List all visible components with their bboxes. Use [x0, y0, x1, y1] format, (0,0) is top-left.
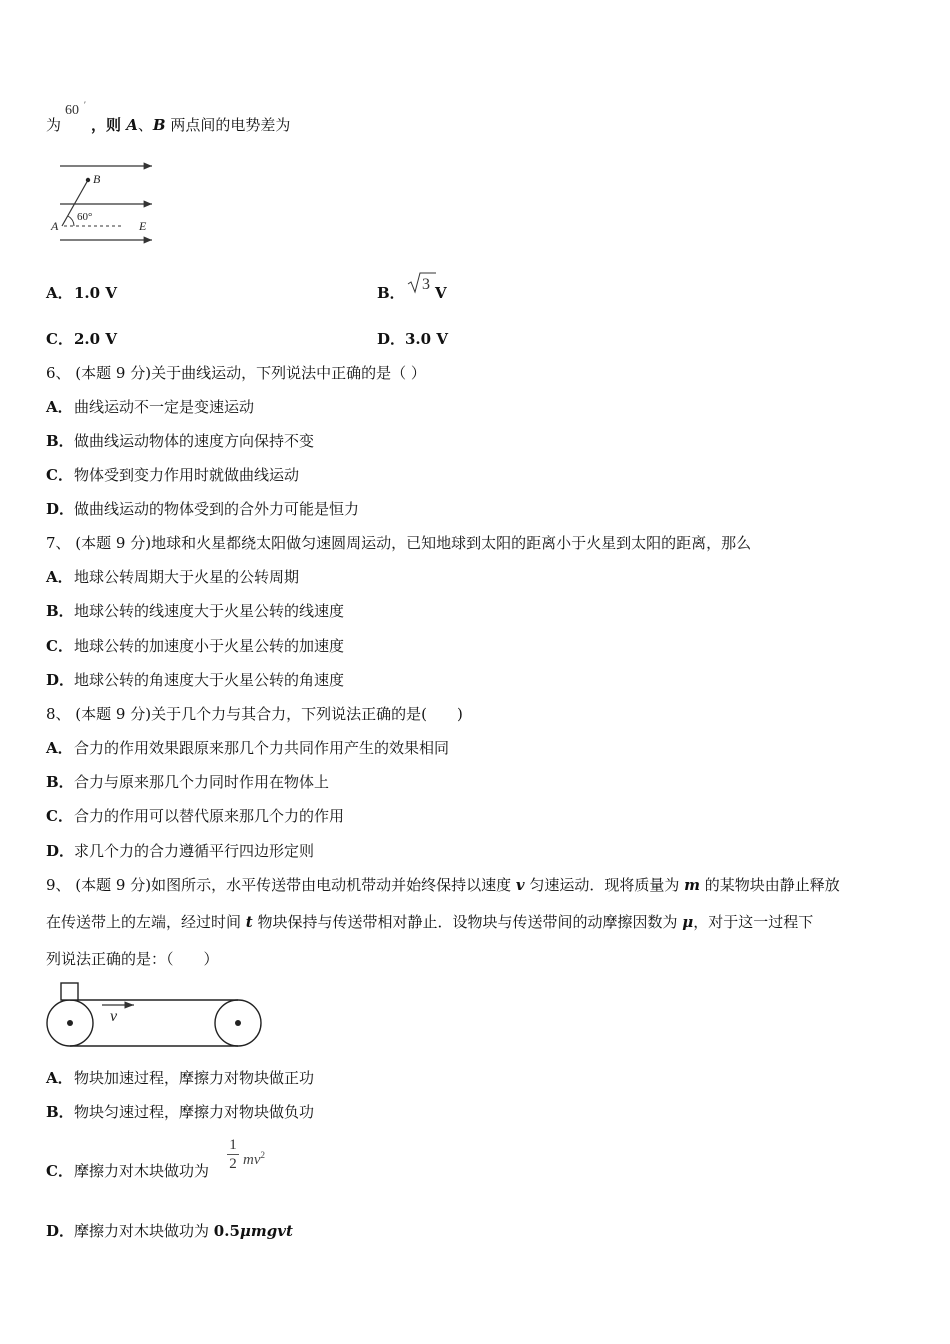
velocity-label: v [110, 1008, 118, 1025]
q7-stem: 7、 (本题 9 分)地球和火星都绕太阳做匀速圆周运动，已知地球到太阳的距离小于火星到太阳的距离，那么 [46, 534, 752, 552]
q6-option-d: D．做曲线运动的物体受到的合外力可能是恒力 [46, 500, 360, 518]
point-b-dot [86, 178, 90, 182]
q5-option-b-sqrt [406, 270, 438, 296]
block [61, 983, 78, 1000]
q7-option-c: C．地球公转的加速度小于火星公转的加速度 [46, 637, 345, 655]
q5-option-d: D．3.0 V [377, 330, 448, 348]
q5-field-diagram [46, 158, 166, 248]
q9-conveyor-diagram [42, 980, 267, 1050]
left-pulley-axle [67, 1020, 73, 1026]
q8-option-a: A．合力的作用效果跟原来那几个力共同作用产生的效果相同 [46, 739, 450, 757]
q5-angle-degree-mark: ′ [84, 100, 86, 110]
fraction-denominator: 2 [229, 1156, 237, 1172]
q5-option-b-unit: V [435, 284, 447, 302]
q8-option-b: B．合力与原来那几个力同时作用在物体上 [46, 773, 330, 791]
q5-angle-sup: 60 [65, 103, 79, 118]
q5-stem [46, 115, 290, 135]
q5-sep: 、 [137, 116, 153, 134]
angle-arc [68, 216, 74, 226]
q5-stem-rest-2: 两点间的电势差为 [165, 116, 291, 134]
right-pulley-axle [235, 1020, 241, 1026]
q5-option-b: B． [377, 284, 405, 302]
q7-option-a: A．地球公转周期大于火星的公转周期 [46, 568, 300, 586]
label-b: B [93, 172, 101, 186]
q5-option-c: C．2.0 V [46, 330, 117, 348]
q7-option-b: B．地球公转的线速度大于火星公转的线速度 [46, 602, 345, 620]
q9-stem-line-3: 列说法正确的是：（ ） [46, 950, 219, 968]
q5-stem-rest-1: ，则 [91, 116, 127, 134]
q9-option-b: B．物块匀速过程，摩擦力对物块做负功 [46, 1103, 315, 1121]
q5-stem-prefix: 为 [46, 116, 62, 134]
fraction-numerator: 1 [229, 1137, 237, 1153]
q5-point-a: A [126, 116, 138, 134]
q5-option-a: A．1.0 V [46, 284, 117, 302]
q6-stem: 6、 (本题 9 分)关于曲线运动，下列说法中正确的是（ ） [46, 364, 426, 382]
q5-point-b: B [152, 116, 166, 134]
label-e: E [139, 219, 147, 233]
q9-option-a: A．物块加速过程，摩擦力对物块做正功 [46, 1069, 315, 1087]
q9-option-d: D．摩擦力对木块做功为 0.5μmgvt [46, 1222, 293, 1240]
q7-option-d: D．地球公转的角速度大于火星公转的角速度 [46, 671, 345, 689]
q6-option-c: C．物体受到变力作用时就做曲线运动 [46, 466, 300, 484]
q9-stem-line-2: 在传送带上的左端，经过时间 t 物块保持与传送带相对静止．设物块与传送带间的动摩擦因数为 μ，对于这一过程下 [46, 913, 814, 931]
q6-option-a: A．曲线运动不一定是变速运动 [46, 398, 255, 416]
q8-option-c: C．合力的作用可以替代原来那几个力的作用 [46, 807, 345, 825]
q8-option-d: D．求几个力的合力遵循平行四边形定则 [46, 842, 315, 860]
q5-option-b-root: 3 [422, 276, 430, 293]
q9-stem-line-1: 9、 (本题 9 分)如图所示，水平传送带由电动机带动并始终保持以速度 v 匀速运动．现将质量为 m 的某物块由静止释放 [46, 876, 840, 894]
q9-option-c-fraction [226, 1136, 240, 1173]
q8-stem: 8、 (本题 9 分)关于几个力与其合力，下列说法正确的是( ) [46, 705, 463, 723]
q9-option-c: C．摩擦力对木块做功为 [46, 1162, 210, 1180]
label-a: A [51, 219, 59, 233]
label-angle: 60° [77, 211, 93, 223]
q6-option-b: B．做曲线运动物体的速度方向保持不变 [46, 432, 315, 450]
q9-option-c-expr: $mv^2$ [243, 1150, 265, 1168]
